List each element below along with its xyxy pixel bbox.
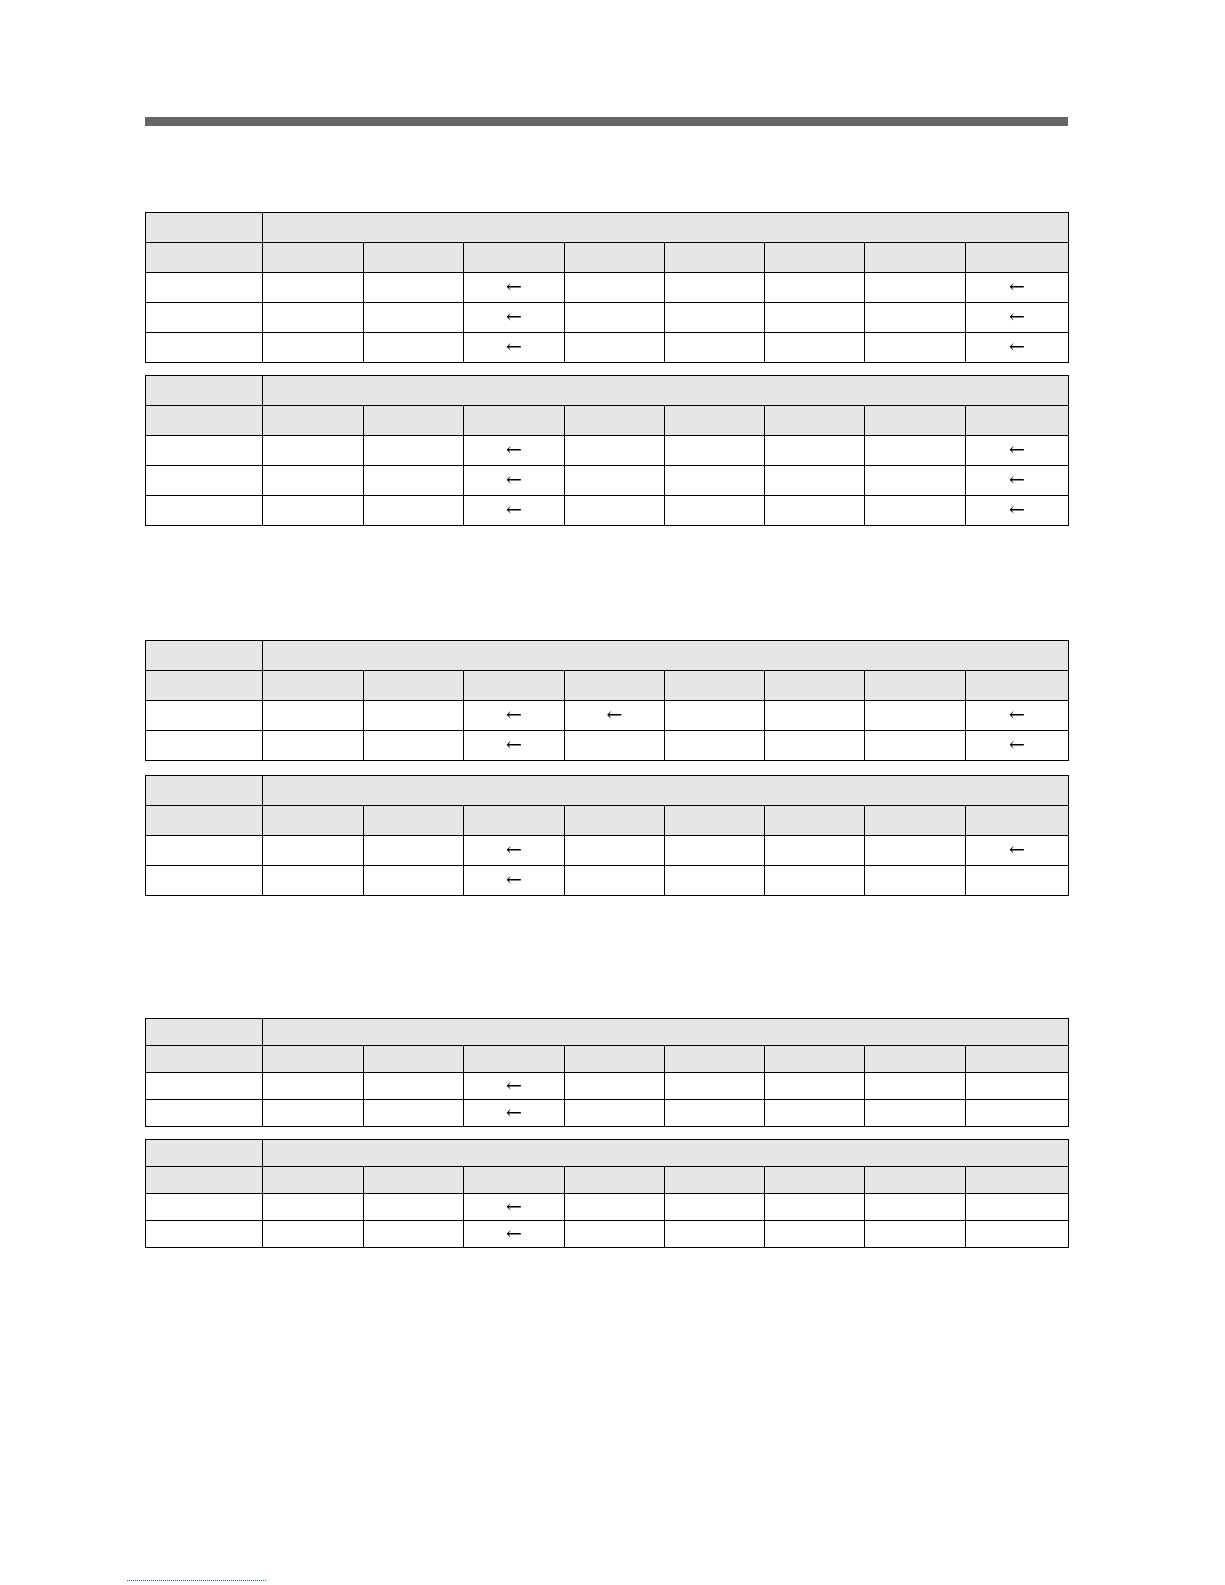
table-cell [263,466,364,496]
table-cell [364,866,464,896]
table-cell [765,436,865,466]
header-label-cell [146,641,263,671]
table-cell [146,1221,263,1248]
table-cell [263,701,364,731]
left-arrow-icon: ← [506,439,522,461]
column-header-cell [865,1167,966,1194]
table-cell [565,273,665,303]
grid-table-4 [145,775,1069,896]
table-cell [364,436,464,466]
grid-table-5 [145,1018,1069,1127]
table-header-row [146,213,1069,243]
table-row [146,731,1069,761]
table-cell [765,303,865,333]
left-arrow-icon: ← [506,1195,522,1218]
table-cell [464,866,565,896]
table-cell [565,333,665,363]
column-header-cell [263,1046,364,1073]
table-cell [966,701,1069,731]
column-header-cell [865,1046,966,1073]
column-header-cell [364,671,464,701]
left-arrow-icon: ← [506,1074,522,1097]
table-cell [765,1100,865,1127]
left-arrow-icon: ← [1009,839,1025,861]
table-row [146,836,1069,866]
column-header-cell [665,1167,765,1194]
table-cell [966,303,1069,333]
table-cell [364,1221,464,1248]
left-arrow-icon: ← [506,869,522,891]
left-arrow-icon: ← [506,704,522,726]
column-header-cell [263,671,364,701]
table-cell [966,1100,1069,1127]
table-cell [146,1073,263,1100]
table-cell [765,273,865,303]
table-cell [565,836,665,866]
column-header-cell [665,671,765,701]
table-cell [765,836,865,866]
column-header-cell [765,1046,865,1073]
table-column-header-row [146,1167,1069,1194]
table-cell [263,436,364,466]
table-cell [464,496,565,526]
table-column-header-row [146,806,1069,836]
left-arrow-icon: ← [606,704,623,726]
column-header-cell [364,406,464,436]
column-header-cell [865,806,966,836]
table-cell [565,1194,665,1221]
table-cell [865,273,966,303]
grid-table-6 [145,1139,1069,1248]
column-header-cell [464,806,565,836]
left-arrow-icon: ← [506,499,522,521]
table-cell [966,731,1069,761]
table-row [146,1073,1069,1100]
column-header-cell [464,243,565,273]
table-cell [464,303,565,333]
table-column-header-row [146,243,1069,273]
left-arrow-icon: ← [1009,306,1025,328]
table-cell [263,1100,364,1127]
table-cell [263,273,364,303]
table-cell [865,436,966,466]
table-cell [263,731,364,761]
table-cell [765,466,865,496]
column-header-cell [565,1167,665,1194]
column-header-cell [665,1046,765,1073]
table-cell [865,1194,966,1221]
column-header-cell [865,671,966,701]
table-cell [765,496,865,526]
table-cell [565,1221,665,1248]
column-header-cell [464,406,565,436]
table-cell [565,701,665,731]
column-header-cell [565,671,665,701]
table-cell [565,1100,665,1127]
left-arrow-icon: ← [1009,336,1025,358]
table-cell [565,466,665,496]
table-cell [665,496,765,526]
column-header-cell [146,243,263,273]
header-rule [145,117,1068,126]
column-header-cell [146,1167,263,1194]
table-cell [765,1221,865,1248]
table-cell [966,436,1069,466]
column-header-cell [966,243,1069,273]
table-cell [765,731,865,761]
table-row [146,436,1069,466]
table-cell [464,701,565,731]
table-cell [765,866,865,896]
column-header-cell [464,671,565,701]
table-header-row [146,776,1069,806]
table-cell [565,496,665,526]
table-cell [464,731,565,761]
table-row [146,273,1069,303]
header-title-cell [263,376,1069,406]
table-header-row [146,1140,1069,1167]
table-cell [665,466,765,496]
left-arrow-icon: ← [506,306,522,328]
table-cell [263,866,364,896]
column-header-cell [364,243,464,273]
header-label-cell [146,213,263,243]
header-title-cell [263,641,1069,671]
table-cell [865,701,966,731]
header-title-cell [263,1019,1069,1046]
table-row [146,701,1069,731]
table-cell [146,701,263,731]
column-header-cell [765,806,865,836]
table-cell [665,333,765,363]
table-cell [665,1221,765,1248]
left-arrow-icon: ← [506,734,522,756]
column-header-cell [765,406,865,436]
column-header-cell [865,243,966,273]
table-cell [263,303,364,333]
column-header-cell [765,243,865,273]
left-arrow-icon: ← [1009,439,1025,461]
column-header-cell [665,806,765,836]
table-cell [464,1073,565,1100]
table-cell [665,701,765,731]
column-header-cell [146,406,263,436]
grid-table-1 [145,212,1069,363]
table-cell [364,1073,464,1100]
table-cell [364,333,464,363]
table-row [146,496,1069,526]
table-cell [665,731,765,761]
column-header-cell [565,806,665,836]
left-arrow-icon: ← [506,839,522,861]
header-title-cell [263,776,1069,806]
table-cell [146,836,263,866]
table-cell [765,1073,865,1100]
table-cell [464,1221,565,1248]
table-cell [865,1100,966,1127]
table-cell [865,866,966,896]
table-cell [966,866,1069,896]
table-cell [364,731,464,761]
left-arrow-icon: ← [1009,276,1025,298]
header-title-cell [263,1140,1069,1167]
table-column-header-row [146,671,1069,701]
table-cell [146,303,263,333]
left-arrow-icon: ← [506,276,522,298]
left-arrow-icon: ← [506,1222,522,1245]
table-cell [665,836,765,866]
table-cell [146,333,263,363]
table-cell [464,333,565,363]
table-cell [865,496,966,526]
column-header-cell [966,1167,1069,1194]
column-header-cell [966,806,1069,836]
table-cell [966,1073,1069,1100]
table-cell [464,273,565,303]
table-cell [364,466,464,496]
table-row [146,1221,1069,1248]
table-cell [966,333,1069,363]
column-header-cell [565,406,665,436]
table-row [146,333,1069,363]
header-label-cell [146,776,263,806]
column-header-cell [263,243,364,273]
table-cell [765,1194,865,1221]
footer-link-underline [127,1580,266,1581]
table-cell [565,866,665,896]
table-cell [565,1073,665,1100]
grid-table-2 [145,375,1069,526]
table-cell [146,866,263,896]
table-cell [263,836,364,866]
table-cell [865,1073,966,1100]
table-row [146,303,1069,333]
table-cell [146,436,263,466]
table-cell [966,1221,1069,1248]
table-cell [966,836,1069,866]
table-cell [263,333,364,363]
column-header-cell [146,671,263,701]
left-arrow-icon: ← [506,336,522,358]
table-cell [865,333,966,363]
table-cell [865,836,966,866]
table-cell [765,701,865,731]
column-header-cell [966,406,1069,436]
left-arrow-icon: ← [1009,704,1025,726]
column-header-cell [146,806,263,836]
left-arrow-icon: ← [1009,499,1025,521]
table-cell [865,303,966,333]
left-arrow-icon: ← [1009,734,1025,756]
table-cell [665,303,765,333]
table-cell [865,731,966,761]
table-column-header-row [146,406,1069,436]
table-cell [146,273,263,303]
table-cell [146,1100,263,1127]
column-header-cell [364,1167,464,1194]
column-header-cell [263,406,364,436]
table-cell [765,333,865,363]
table-column-header-row [146,1046,1069,1073]
table-cell [464,1100,565,1127]
table-cell [665,1100,765,1127]
table-cell [665,273,765,303]
table-cell [464,836,565,866]
table-header-row [146,1019,1069,1046]
header-label-cell [146,376,263,406]
table-cell [865,1221,966,1248]
column-header-cell [464,1167,565,1194]
table-cell [464,1194,565,1221]
table-row [146,866,1069,896]
table-cell [263,1073,364,1100]
header-label-cell [146,1019,263,1046]
table-cell [665,1073,765,1100]
column-header-cell [364,1046,464,1073]
table-cell [146,466,263,496]
left-arrow-icon: ← [506,469,522,491]
table-cell [364,303,464,333]
table-cell [263,1194,364,1221]
column-header-cell [263,806,364,836]
table-cell [665,866,765,896]
table-cell [565,436,665,466]
table-cell [665,436,765,466]
table-cell [146,1194,263,1221]
table-cell [464,436,565,466]
table-cell [146,731,263,761]
left-arrow-icon: ← [506,1101,522,1124]
table-cell [263,496,364,526]
table-row [146,1100,1069,1127]
table-cell [146,496,263,526]
column-header-cell [966,1046,1069,1073]
table-cell [865,466,966,496]
column-header-cell [565,1046,665,1073]
table-cell [464,466,565,496]
column-header-cell [665,406,765,436]
table-cell [364,1194,464,1221]
table-cell [364,836,464,866]
column-header-cell [765,1167,865,1194]
column-header-cell [263,1167,364,1194]
table-cell [966,1194,1069,1221]
table-cell [565,731,665,761]
column-header-cell [765,671,865,701]
table-cell [966,466,1069,496]
table-row [146,466,1069,496]
column-header-cell [364,806,464,836]
header-label-cell [146,1140,263,1167]
table-cell [966,273,1069,303]
column-header-cell [665,243,765,273]
table-cell [565,303,665,333]
table-header-row [146,641,1069,671]
column-header-cell [464,1046,565,1073]
left-arrow-icon: ← [1009,469,1025,491]
table-cell [364,496,464,526]
header-title-cell [263,213,1069,243]
table-cell [364,273,464,303]
table-cell [665,1194,765,1221]
grid-table-3 [145,640,1069,761]
table-cell [966,496,1069,526]
table-cell [364,701,464,731]
table-cell [364,1100,464,1127]
column-header-cell [146,1046,263,1073]
table-cell [263,1221,364,1248]
table-row [146,1194,1069,1221]
column-header-cell [865,406,966,436]
column-header-cell [565,243,665,273]
column-header-cell [966,671,1069,701]
table-header-row [146,376,1069,406]
